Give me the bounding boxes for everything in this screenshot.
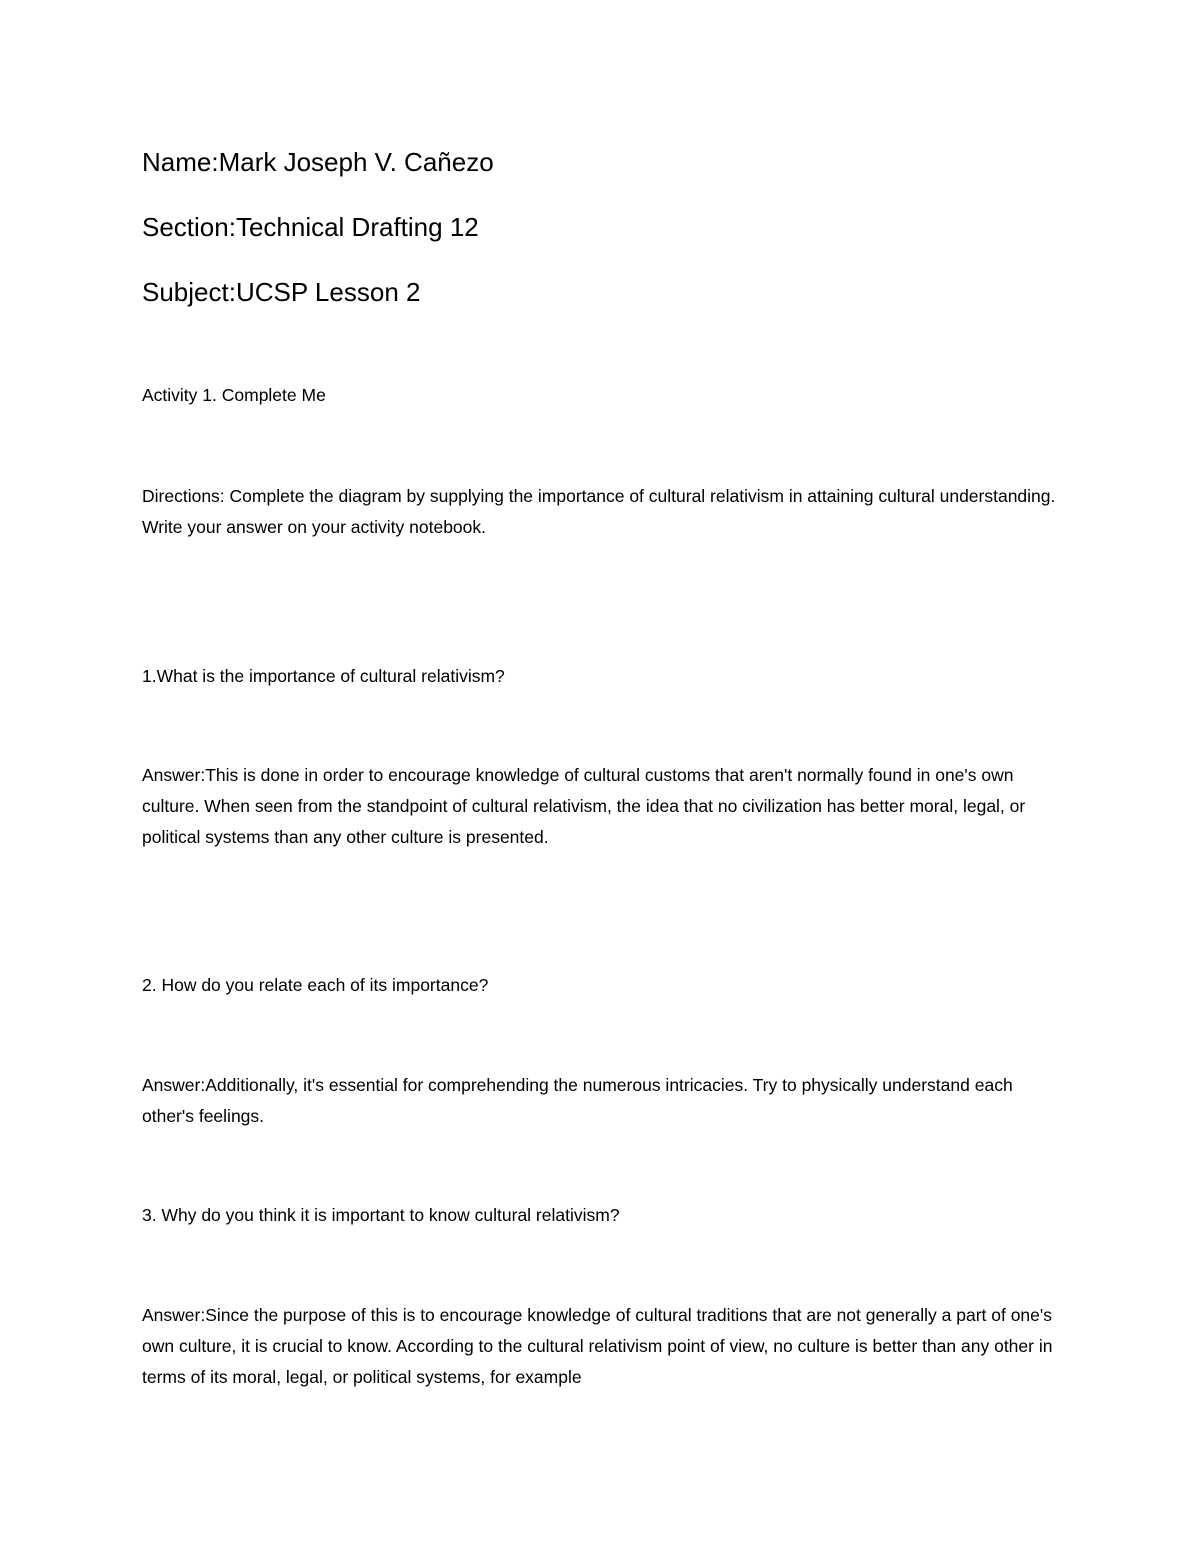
student-section: Section:Technical Drafting 12 (142, 212, 479, 242)
question-2: 2. How do you relate each of its importance? (142, 975, 489, 995)
activity-directions: Directions: Complete the diagram by supplying the importance of cultural relativism in attaining cultural understanding. Write your answer on your activity notebook. (142, 486, 1056, 537)
answer-2: Answer:Additionally, it's essential for comprehending the numerous intricacies. Try to physically understand each other's feelings. (142, 1075, 1013, 1126)
activity-title: Activity 1. Complete Me (142, 385, 326, 405)
answer-3: Answer:Since the purpose of this is to encourage knowledge of cultural traditions that are not generally a part of one's own culture, it is crucial to know. According to the cultural relativism point of view, no culture is better than any other in terms of its moral, legal, or political systems, for example (142, 1305, 1053, 1387)
subject-line: Subject:UCSP Lesson 2 (142, 277, 421, 307)
answer-1: Answer:This is done in order to encourage knowledge of cultural customs that aren't normally found in one's own culture. When seen from the standpoint of cultural relativism, the idea that no civilization has better moral, legal, or political systems than any other culture is presented. (142, 765, 1026, 847)
question-3: 3. Why do you think it is important to know cultural relativism? (142, 1205, 620, 1225)
student-name: Name:Mark Joseph V. Cañezo (142, 147, 494, 177)
question-1: 1.What is the importance of cultural relativism? (142, 666, 505, 686)
